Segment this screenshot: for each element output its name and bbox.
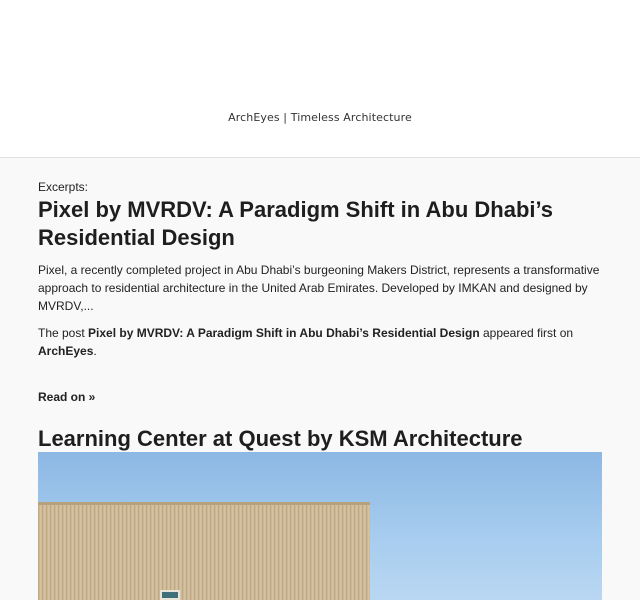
post-title [38,196,602,252]
post-attribution [38,324,602,360]
post-title-second-link[interactable]: Learning Center at Quest by KSM Architecture [38,426,523,451]
site-header [0,0,640,158]
post-title-link[interactable]: Pixel by MVRDV: A Paradigm Shift in Abu Dhabi’s Residential Design [38,197,554,250]
excerpts-label: Excerpts: [38,180,89,194]
read-on-link[interactable]: Read on » [38,390,96,404]
attribution-site-link[interactable]: ArchEyes [38,344,94,358]
post-title-second [38,425,602,453]
building-window [160,590,180,600]
attribution-suffix: . [93,344,97,358]
attribution-post-link[interactable]: Pixel by MVRDV: A Paradigm Shift in Abu Dhabi’s Residential Design [88,326,480,340]
site-title[interactable]: ArchEyes | Timeless Architecture [228,111,412,124]
building-facade [38,502,370,600]
attribution-prefix: The post [38,326,89,340]
attribution-middle: appeared first on [479,326,574,340]
post-excerpt: Pixel, a recently completed project in Abu Dhabi’s burgeoning Makers District, represents a transformative approach to residential architecture in the United Arab Emirates. Developed by IMKAN and designed by MVRDV,... [38,263,600,313]
post-featured-image[interactable] [38,452,602,600]
